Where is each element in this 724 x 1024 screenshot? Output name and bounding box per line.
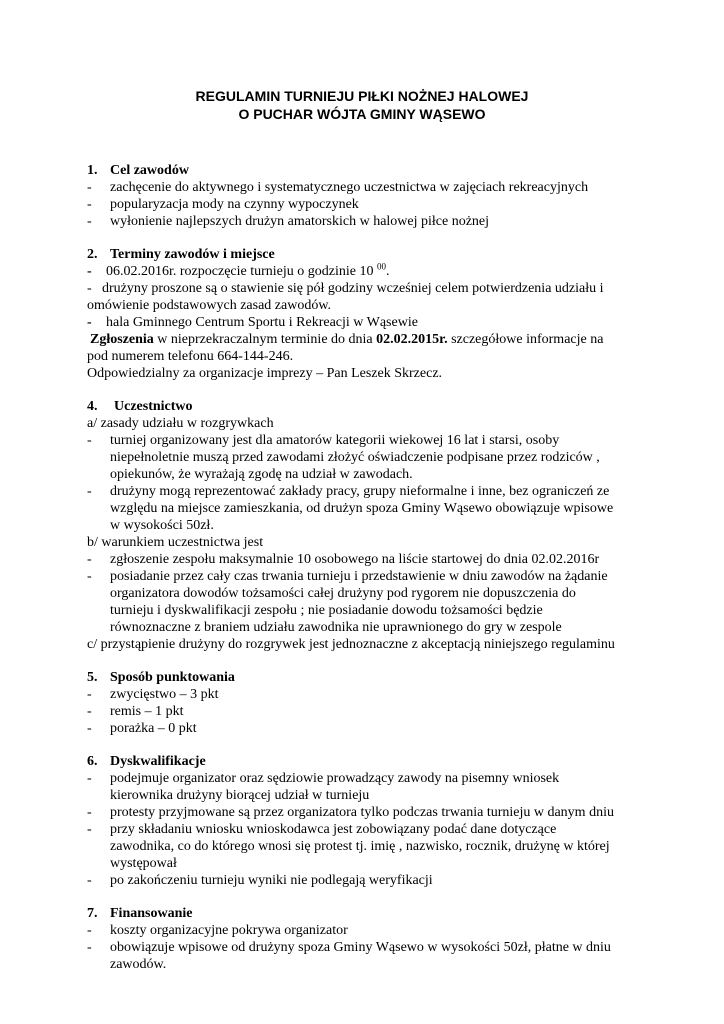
list-item: koszty organizacyjne pokrywa organizator (110, 923, 348, 938)
section-1-heading: 1. Cel zawodów (87, 163, 189, 178)
bullet-dash: - (87, 180, 92, 195)
bullet-dash: - (87, 281, 92, 296)
title-line-2: O PUCHAR WÓJTA GMINY WĄSEWO (238, 106, 486, 122)
list-item: turniej organizowany jest dla amatorów kategorii wiekowej 16 lat i starsi, osoby (110, 433, 560, 448)
list-item: wyłonienie najlepszych drużyn amatorskich w halowej piłce nożnej (110, 214, 490, 229)
list-item: drużyny proszone są o stawienie się pół godziny wcześniej celem potwierdzenia udziału i (102, 281, 604, 296)
bullet-dash: - (87, 822, 92, 837)
section-4-heading: 4. Uczestnictwo (87, 399, 193, 414)
bullet-dash: - (87, 687, 92, 702)
bullet-dash: - (87, 552, 92, 567)
list-item-continued: względu na miejsce zamieszkania, od drużyn spoza Gminy Wąsewo obowiązuje wpisowe (110, 501, 614, 516)
section-2-heading: 2. Terminy zawodów i miejsce (87, 247, 275, 262)
registration-phone: pod numerem telefonu 664-144-246. (87, 349, 294, 364)
registration-info: Zgłoszenia w nieprzekraczalnym terminie do dnia 02.02.2015r. szczegółowe informacje na (90, 332, 604, 347)
list-item-continued: turnieju i dyskwalifikacji zespołu ; nie posiadanie dowodu tożsamości będzie (110, 603, 543, 618)
list-item: protesty przyjmowane są przez organizatora tylko podczas trwania turnieju w danym dniu (110, 805, 614, 820)
list-item: zgłoszenie zespołu maksymalnie 10 osobowego na liście startowej do dnia 02.02.2016r (110, 552, 600, 567)
list-item-continued: niepełnoletnie muszą przed zawodami złożyć oświadczenie podpisane przez rodziców , (110, 450, 600, 465)
bullet-dash: - (87, 484, 92, 499)
list-item-continued: w wysokości 50zł. (110, 518, 214, 533)
list-item-continued: zawodów. (110, 957, 167, 972)
subsection-b-label: b/ warunkiem uczestnictwa jest (87, 535, 264, 550)
bullet-dash: - (87, 771, 92, 786)
list-item-continued: omówienie podstawowych zasad zawodów. (87, 298, 332, 313)
list-item: podejmuje organizator oraz sędziowie prowadzący zawody na pisemny wniosek (110, 771, 560, 786)
list-item: 06.02.2016r. rozpoczęcie turnieju o godzinie 10 $^{00}$. (106, 261, 390, 279)
bullet-dash: - (87, 197, 92, 212)
section-5-heading: 5. Sposób punktowania (87, 670, 235, 685)
list-item: zwycięstwo – 3 pkt (110, 687, 219, 702)
list-item-continued: zawodnika, co do którego wnosi się protest tj. imię , nazwisko, rocznik, drużynę w której (110, 839, 610, 854)
list-item: posiadanie przez cały czas trwania turnieju i przedstawienie w dniu zawodów na żądanie (110, 569, 608, 584)
responsible-person: Odpowiedzialny za organizacje imprezy – Pan Leszek Skrzecz. (87, 366, 443, 381)
list-item: hala Gminnego Centrum Sportu i Rekreacji w Wąsewie (106, 315, 418, 330)
list-item: obowiązuje wpisowe od drużyny spoza Gminy Wąsewo w wysokości 50zł, płatne w dniu (110, 940, 611, 955)
list-item-continued: występował (110, 856, 177, 871)
list-item: porażka – 0 pkt (110, 721, 197, 736)
subsection-a-label: a/ zasady udziału w rozgrywkach (87, 416, 274, 431)
list-item: przy składaniu wniosku wnioskodawca jest zobowiązany podać dane dotyczące (110, 822, 557, 837)
section-6-heading: 6. Dyskwalifikacje (87, 754, 206, 769)
list-item-continued: organizatora dowodów tożsamości całej drużyny pod rygorem nie dopuszczenia do (110, 586, 576, 601)
bullet-dash: - (87, 940, 92, 955)
bullet-dash: - (87, 923, 92, 938)
bullet-dash: - (87, 569, 92, 584)
list-item: remis – 1 pkt (110, 704, 184, 719)
list-item: drużyny mogą reprezentować zakłady pracy, grupy nieformalne i inne, bez ograniczeń ze (110, 484, 610, 499)
section-7-heading: 7. Finansowanie (87, 906, 193, 921)
title-line-1: REGULAMIN TURNIEJU PIŁKI NOŻNEJ HALOWEJ (195, 88, 529, 104)
bullet-dash: - (87, 264, 92, 279)
bullet-dash: - (87, 433, 92, 448)
subsection-c-label: c/ przystąpienie drużyny do rozgrywek jest jednoznaczne z akceptacją niniejszego regulaminu (87, 637, 615, 652)
bullet-dash: - (87, 315, 92, 330)
bullet-dash: - (87, 214, 92, 229)
list-item-continued: równoznaczne z braniem udziału zawodnika nie uprawnionego do gry w zespole (110, 620, 562, 635)
bullet-dash: - (87, 721, 92, 736)
list-item: popularyzacja mody na czynny wypoczynek (110, 197, 359, 212)
bullet-dash: - (87, 805, 92, 820)
list-item: zachęcenie do aktywnego i systematycznego uczestnictwa w zajęciach rekreacyjnych (110, 180, 589, 195)
bullet-dash: - (87, 873, 92, 888)
list-item: po zakończeniu turnieju wyniki nie podlegają weryfikacji (110, 873, 433, 888)
list-item-continued: kierownika drużyny biorącej udział w turnieju (110, 788, 370, 803)
bullet-dash: - (87, 704, 92, 719)
list-item-continued: opiekunów, że wyrażają zgodę na udział w zawodach. (110, 467, 413, 482)
